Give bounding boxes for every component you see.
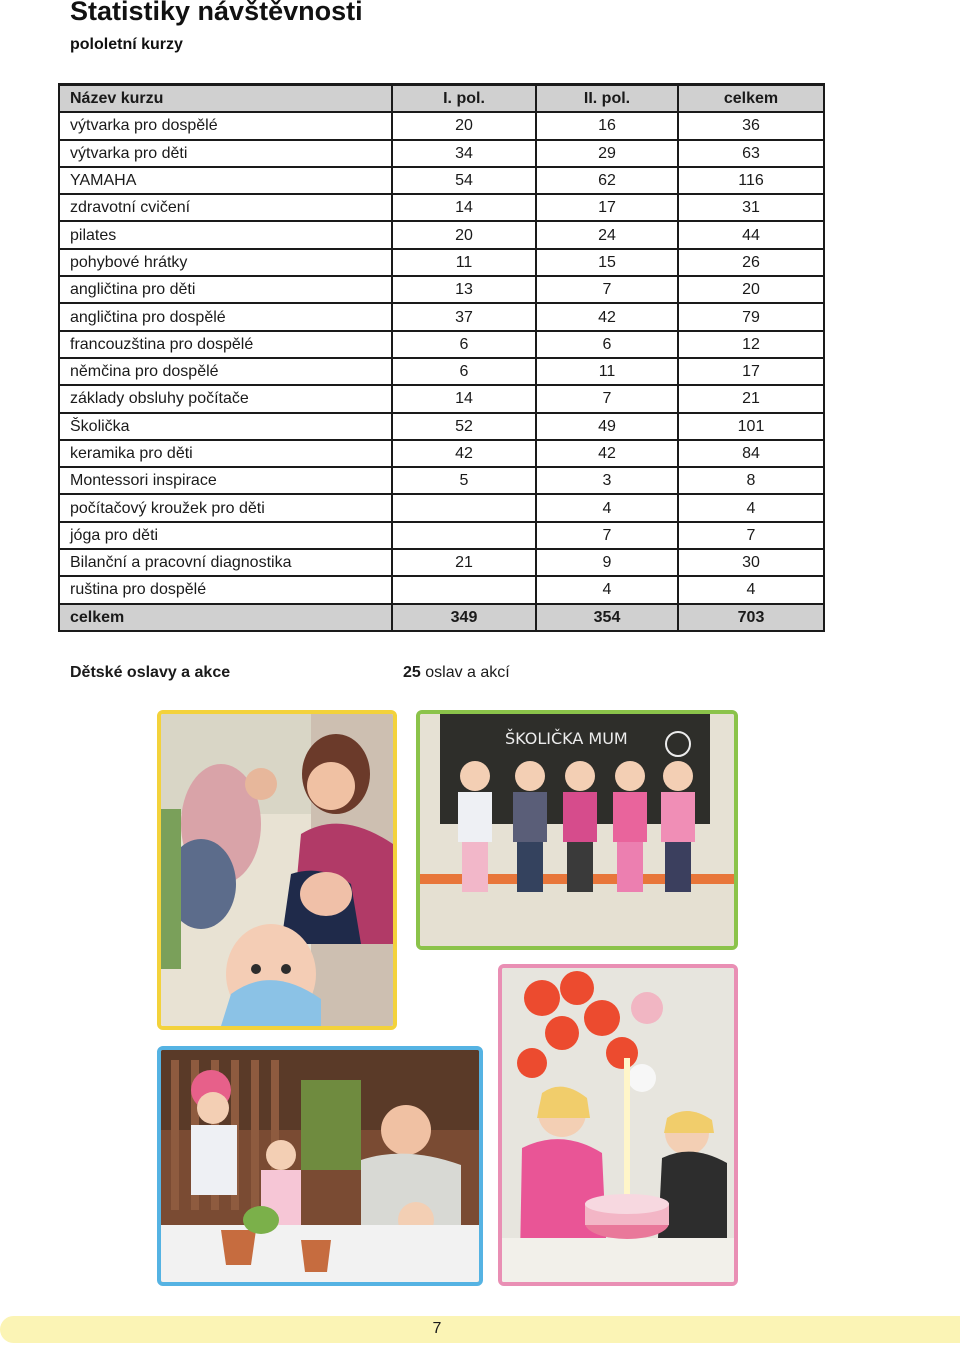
total-count: 8 xyxy=(678,467,824,494)
course-name: výtvarka pro děti xyxy=(59,140,392,167)
events-count: 25 xyxy=(403,664,421,681)
column-header-second-half: II. pol. xyxy=(536,85,678,113)
table-row xyxy=(59,576,824,603)
footer-bar xyxy=(0,1316,960,1343)
course-name: Školička xyxy=(59,413,392,440)
course-name: angličtina pro dospělé xyxy=(59,303,392,330)
total-label: celkem xyxy=(59,604,392,631)
first-half-count: 34 xyxy=(392,140,536,167)
second-half-count: 16 xyxy=(536,112,678,139)
table-row xyxy=(59,549,824,576)
total-count: 21 xyxy=(678,385,824,412)
course-name: francouzština pro dospělé xyxy=(59,331,392,358)
total-count: 12 xyxy=(678,331,824,358)
photo-birthday-party xyxy=(498,964,738,1286)
column-header-first-half: I. pol. xyxy=(392,85,536,113)
table-row xyxy=(59,440,824,467)
first-half-count: 14 xyxy=(392,194,536,221)
first-half-count: 37 xyxy=(392,303,536,330)
table-row xyxy=(59,385,824,412)
first-half-count: 20 xyxy=(392,112,536,139)
first-half-count: 6 xyxy=(392,331,536,358)
first-half-count: 11 xyxy=(392,249,536,276)
course-name: Bilanční a pracovní diagnostika xyxy=(59,549,392,576)
first-half-count: 21 xyxy=(392,549,536,576)
table-row xyxy=(59,303,824,330)
course-name: základy obsluhy počítače xyxy=(59,385,392,412)
events-value xyxy=(403,664,510,682)
table-body xyxy=(59,112,824,603)
second-half-count: 24 xyxy=(536,221,678,248)
total-count: 101 xyxy=(678,413,824,440)
page-title: Statistiky návštěvnosti xyxy=(70,0,363,26)
table-row xyxy=(59,413,824,440)
photo-skolicka-children-bench xyxy=(416,710,738,950)
second-half-count: 29 xyxy=(536,140,678,167)
second-half-count: 15 xyxy=(536,249,678,276)
total-count: 7 xyxy=(678,522,824,549)
first-half-count: 42 xyxy=(392,440,536,467)
course-name: keramika pro děti xyxy=(59,440,392,467)
first-half-count: 14 xyxy=(392,385,536,412)
column-header-total: celkem xyxy=(678,85,824,113)
course-name: zdravotní cvičení xyxy=(59,194,392,221)
photo-mothers-with-children xyxy=(157,710,397,1030)
events-suffix: oslav a akcí xyxy=(420,664,510,681)
first-half-count: 6 xyxy=(392,358,536,385)
second-half-count: 9 xyxy=(536,549,678,576)
first-half-count: 20 xyxy=(392,221,536,248)
course-name: němčina pro dospělé xyxy=(59,358,392,385)
course-name: jóga pro děti xyxy=(59,522,392,549)
second-half-count: 4 xyxy=(536,576,678,603)
total-count: 84 xyxy=(678,440,824,467)
second-half-count: 7 xyxy=(536,385,678,412)
second-half-count: 4 xyxy=(536,494,678,521)
events-label: Dětské oslavy a akce xyxy=(70,664,231,681)
total-count: 36 xyxy=(678,112,824,139)
page-subtitle: pololetní kurzy xyxy=(70,36,183,53)
table-row xyxy=(59,467,824,494)
total-second-half: 354 xyxy=(536,604,678,631)
table-row xyxy=(59,276,824,303)
course-name: počítačový kroužek pro děti xyxy=(59,494,392,521)
first-half-count: 5 xyxy=(392,467,536,494)
first-half-count xyxy=(392,522,536,549)
second-half-count: 49 xyxy=(536,413,678,440)
second-half-count: 3 xyxy=(536,467,678,494)
course-name: ruština pro dospělé xyxy=(59,576,392,603)
total-count: 20 xyxy=(678,276,824,303)
total-count: 17 xyxy=(678,358,824,385)
total-first-half: 349 xyxy=(392,604,536,631)
photo-mothers-with-children-image xyxy=(161,714,393,1026)
first-half-count: 52 xyxy=(392,413,536,440)
table-row xyxy=(59,194,824,221)
table-row xyxy=(59,167,824,194)
total-overall: 703 xyxy=(678,604,824,631)
total-count: 31 xyxy=(678,194,824,221)
total-count: 4 xyxy=(678,576,824,603)
table-row xyxy=(59,494,824,521)
blackboard-text: ŠKOLIČKA MUM xyxy=(505,729,628,748)
photo-skolicka-children-bench-image xyxy=(420,714,734,946)
course-name: angličtina pro děti xyxy=(59,276,392,303)
course-name: pohybové hrátky xyxy=(59,249,392,276)
course-name: výtvarka pro dospělé xyxy=(59,112,392,139)
total-count: 26 xyxy=(678,249,824,276)
photo-garden-activity-image xyxy=(161,1050,479,1282)
total-count: 116 xyxy=(678,167,824,194)
course-name: Montessori inspirace xyxy=(59,467,392,494)
second-half-count: 6 xyxy=(536,331,678,358)
first-half-count: 54 xyxy=(392,167,536,194)
course-name: pilates xyxy=(59,221,392,248)
photo-birthday-party-image xyxy=(502,968,734,1282)
total-count: 79 xyxy=(678,303,824,330)
table-row xyxy=(59,140,824,167)
table-header-row xyxy=(59,85,824,113)
attendance-table xyxy=(58,83,825,632)
table-total-row xyxy=(59,604,824,631)
column-header-course: Název kurzu xyxy=(59,85,392,113)
second-half-count: 42 xyxy=(536,440,678,467)
photo-garden-activity xyxy=(157,1046,483,1286)
table-row xyxy=(59,221,824,248)
total-count: 4 xyxy=(678,494,824,521)
first-half-count xyxy=(392,494,536,521)
course-name: YAMAHA xyxy=(59,167,392,194)
second-half-count: 11 xyxy=(536,358,678,385)
second-half-count: 7 xyxy=(536,276,678,303)
table-row xyxy=(59,249,824,276)
first-half-count xyxy=(392,576,536,603)
total-count: 30 xyxy=(678,549,824,576)
second-half-count: 7 xyxy=(536,522,678,549)
page-number: 7 xyxy=(432,1320,442,1337)
second-half-count: 17 xyxy=(536,194,678,221)
table-row xyxy=(59,522,824,549)
table-row xyxy=(59,358,824,385)
table-row xyxy=(59,331,824,358)
table-row xyxy=(59,112,824,139)
second-half-count: 42 xyxy=(536,303,678,330)
total-count: 63 xyxy=(678,140,824,167)
second-half-count: 62 xyxy=(536,167,678,194)
total-count: 44 xyxy=(678,221,824,248)
first-half-count: 13 xyxy=(392,276,536,303)
